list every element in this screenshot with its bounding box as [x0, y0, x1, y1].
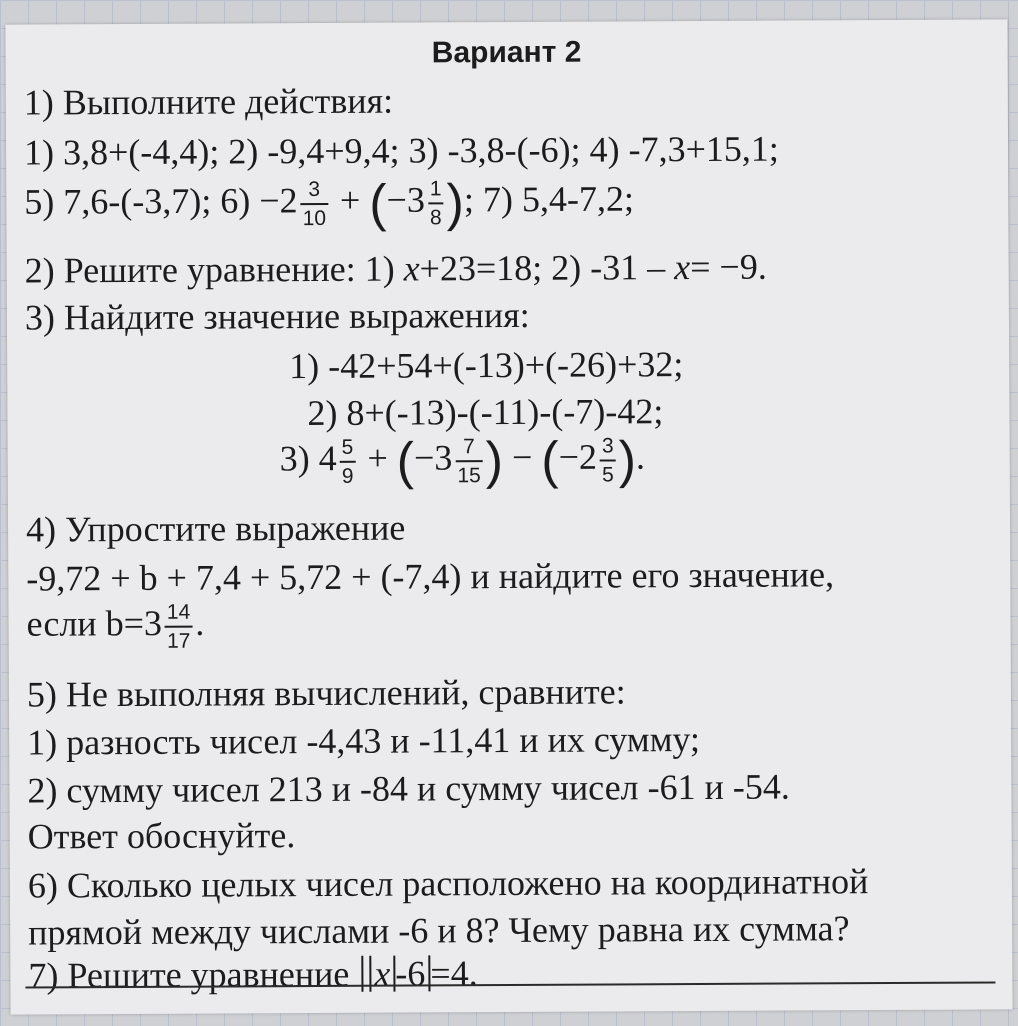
- task2-text-c: = −9.: [690, 246, 767, 288]
- task5-line3: Ответ обоснуйте.: [27, 815, 296, 857]
- fraction-5-9: [340, 437, 356, 487]
- task4-heading: 4) Упростите выражение: [25, 507, 406, 550]
- task4-condition: [26, 602, 204, 653]
- worksheet-title: Вариант 2: [431, 35, 582, 70]
- task1-line2-text-a: 5) 7,6-(-3,7); 6) −2: [24, 180, 298, 222]
- fraction-denominator: 9: [341, 464, 354, 488]
- period: .: [635, 436, 646, 477]
- task4-if-text: если b=3: [26, 603, 163, 644]
- open-paren: (: [369, 174, 387, 233]
- fraction-denominator: 17: [166, 629, 191, 653]
- task2-line: [24, 246, 767, 291]
- close-paren: ): [485, 432, 504, 491]
- fraction-numerator: 7: [455, 436, 482, 462]
- fraction-7-15: [455, 436, 483, 486]
- period: .: [195, 602, 205, 643]
- variable-x: x: [374, 953, 391, 994]
- task7-text: 7) Решите уравнение: [28, 953, 359, 996]
- whole-part: −3: [413, 437, 453, 478]
- fraction-numerator: 14: [165, 602, 192, 628]
- fraction-numerator: 3: [300, 179, 327, 205]
- task3-expr2: 2) 8+(-13)-(-11)-(-7)-42;: [307, 391, 664, 434]
- task1-line2-text-b: ; 7) 5,4-7,2;: [463, 178, 634, 220]
- task3-expr1: 1) -42+54+(-13)+(-26)+32;: [289, 344, 684, 387]
- task7-end: =4.: [430, 953, 478, 994]
- whole-part: −2: [558, 436, 598, 478]
- task6-line1: 6) Сколько целых чисел расположено на координатной: [27, 861, 869, 906]
- fraction-denominator: 5: [602, 463, 614, 487]
- fraction-1-8: [428, 178, 444, 228]
- task5-line2: 2) сумму чисел 213 и -84 и сумму чисел -61 и -54.: [27, 766, 790, 811]
- task2-text-a: 2) Решите уравнение: 1): [24, 248, 404, 291]
- task1-line2: [24, 176, 634, 231]
- task3-heading: 3) Найдите значение выражения:: [24, 294, 530, 338]
- task1-heading: 1) Выполните действия:: [23, 80, 394, 123]
- fraction-numerator: 1: [428, 178, 444, 204]
- task5-line1: 1) разность чисел -4,43 и -11,41 и их сумму;: [27, 719, 701, 763]
- fraction-3-5: [600, 435, 616, 485]
- fraction-denominator: 8: [429, 206, 442, 230]
- task3-expr3: [279, 431, 646, 491]
- plus-sign: +: [330, 179, 370, 221]
- fraction-denominator: 15: [457, 464, 481, 488]
- task4-expression: -9,72 + b + 7,4 + 5,72 + (-7,4) и найдите его значение,: [26, 554, 835, 599]
- close-paren: ): [618, 431, 637, 490]
- task5-heading: 5) Не выполняя вычислений, сравните:: [26, 671, 626, 715]
- open-paren: (: [541, 431, 559, 490]
- task2-text-b: +23=18; 2) -31 –: [419, 247, 675, 289]
- whole-part: −3: [386, 179, 425, 220]
- fraction-numerator: 3: [600, 435, 616, 461]
- open-paren: (: [396, 432, 415, 491]
- minus-sign: −: [502, 437, 542, 478]
- variable-x: x: [674, 247, 691, 288]
- plus-sign: +: [358, 437, 397, 479]
- task1-line1: 1) 3,8+(-4,4); 2) -9,4+9,4; 3) -3,8-(-6); 4) -7,3+15,1;: [23, 128, 779, 173]
- worksheet-sheet: [5, 19, 1012, 1014]
- task7-minus-six: -6: [395, 953, 426, 994]
- variable-x: x: [403, 248, 420, 289]
- task6-line2: прямой между числами -6 и 8? Чему равна их сумма?: [28, 908, 850, 953]
- fraction-14-17: [165, 602, 193, 652]
- fraction-denominator: 10: [302, 206, 327, 231]
- task3-expr3-pre: 3) 4: [279, 438, 337, 479]
- fraction-numerator: 5: [340, 437, 356, 463]
- close-paren: ): [446, 174, 465, 233]
- fraction-3-10: [300, 179, 328, 229]
